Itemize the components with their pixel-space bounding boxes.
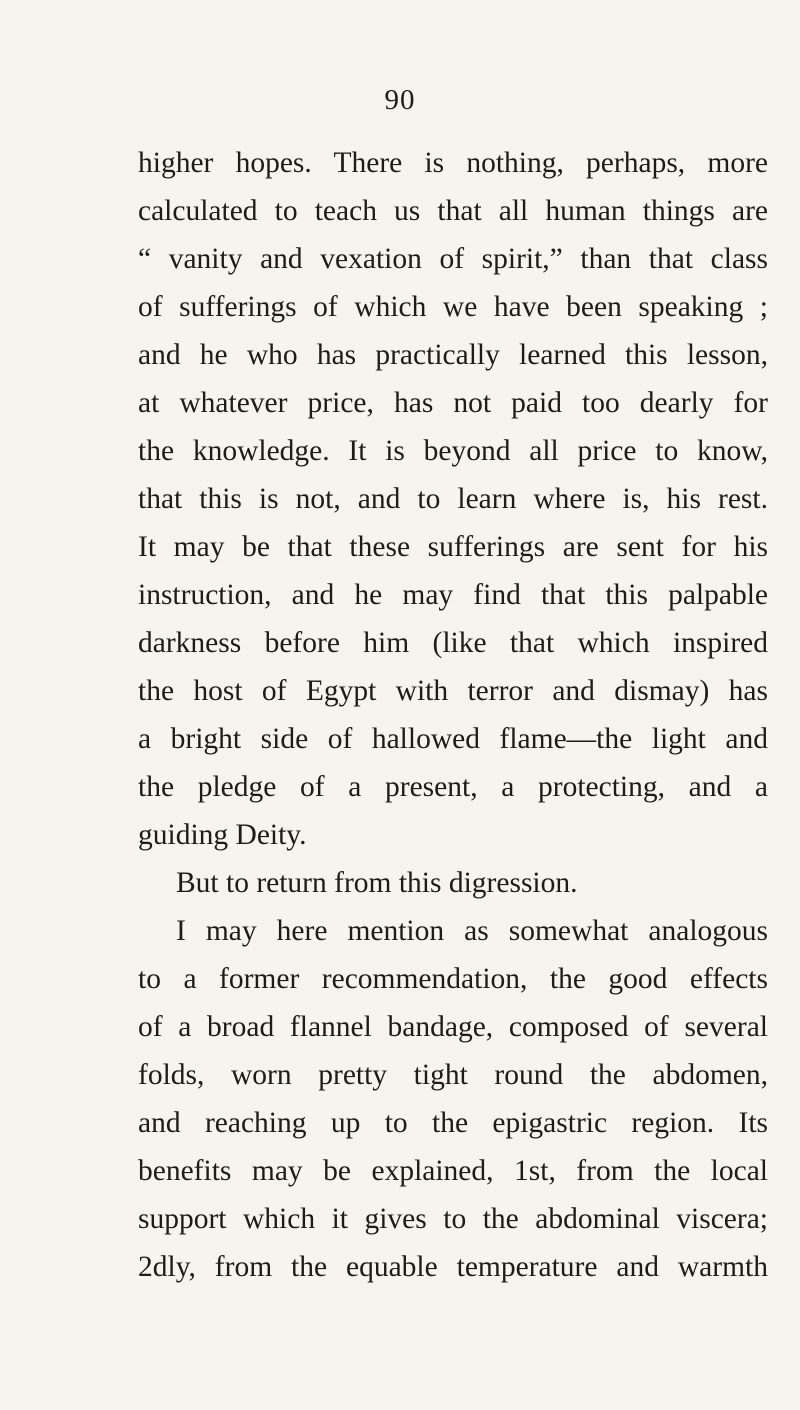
text-line: of a broad flannel bandage, composed of several [138,1011,768,1043]
text-line: I may here mention as somewhat analogous [176,915,768,947]
text-line: 2dly, from the equable temperature and warmth [138,1251,768,1283]
text-line: folds, worn pretty tight round the abdomen, [138,1059,768,1091]
text-line: and he who has practically learned this lesson, [138,339,768,371]
text-line: the knowledge. It is beyond all price to know, [138,435,768,467]
text-line: that this is not, and to learn where is, his rest. [138,483,768,515]
text-line: to a former recommendation, the good effects [138,963,768,995]
page-number: 90 [384,84,416,116]
text-line: at whatever price, has not paid too dearly for [138,387,768,419]
text-line: support which it gives to the abdominal viscera; [138,1203,768,1235]
text-line: darkness before him (like that which inspired [138,627,768,659]
text-line: But to return from this digression. [176,867,578,899]
text-line: a bright side of hallowed flame—the light and [138,723,768,755]
text-line: of sufferings of which we have been speaking ; [138,291,768,323]
text-line: guiding Deity. [138,819,307,851]
text-line: the pledge of a present, a protecting, and a [138,771,768,803]
text-line: instruction, and he may find that this palpable [138,579,768,611]
text-line: It may be that these sufferings are sent for his [138,531,768,563]
text-line: “ vanity and vexation of spirit,” than that class [138,243,768,275]
text-line: benefits may be explained, 1st, from the local [138,1155,768,1187]
text-line: calculated to teach us that all human things are [138,195,768,227]
text-line: and reaching up to the epigastric region. Its [138,1107,768,1139]
text-line: higher hopes. There is nothing, perhaps, more [138,147,768,179]
text-line: the host of Egypt with terror and dismay) has [138,675,768,707]
